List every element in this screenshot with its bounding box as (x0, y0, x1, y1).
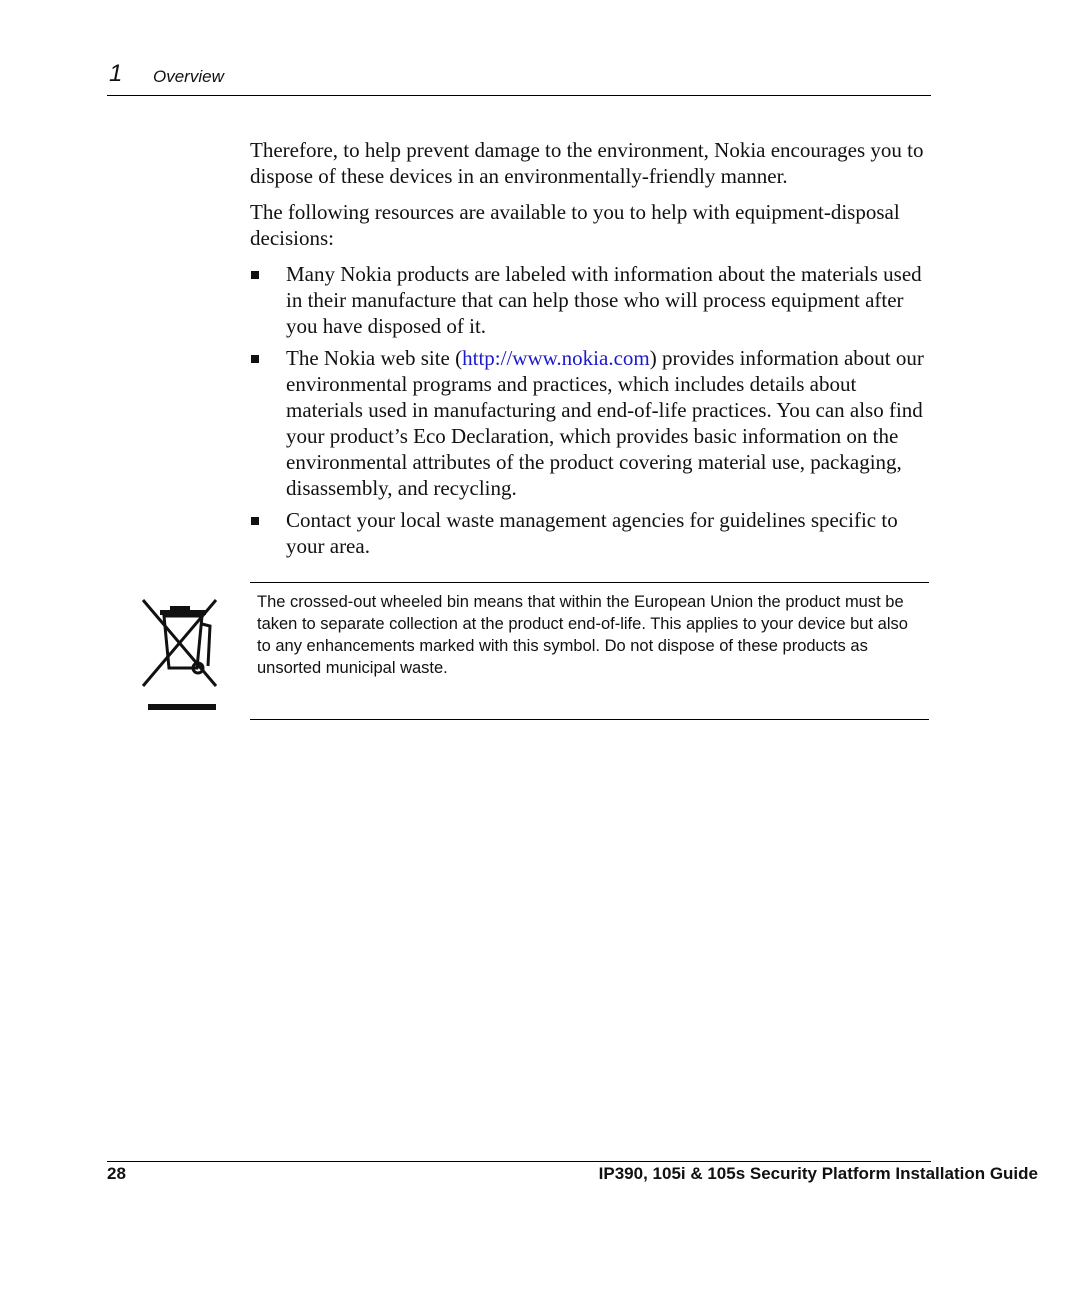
document-title: IP390, 105i & 105s Security Platform Installation Guide (598, 1164, 1038, 1183)
footer-rule (107, 1161, 931, 1162)
crossed-out-wheeled-bin-icon (140, 596, 220, 712)
list-item-text-after: ) provides information about our environmental programs and practices, which includes details about materials used in manufacturing and end-of-life practices. You can also find your product’s Eco Declaration, which provides basic information on the environmental attributes of the product covering material use, packaging, disassembly, and recycling. (286, 346, 924, 500)
list-item-text-before: The Nokia web site ( (286, 346, 463, 370)
list-item-text: Many Nokia products are labeled with information about the materials used in their manufacture that can help those who will process equipment after you have disposed of it. (286, 262, 922, 338)
notice-text: The crossed-out wheeled bin means that within the European Union the product must be taken to separate collection at the product end-of-life. This applies to your device but also to any enhancements marked with this symbol. Do not dispose of these products as unsorted municipal waste. (257, 593, 908, 677)
paragraph-intro: Therefore, to help prevent damage to the environment, Nokia encourages you to dispose of these devices in an environmentally-friendly manner. (250, 138, 924, 188)
page-number: 28 (107, 1164, 126, 1183)
list-item (250, 345, 930, 501)
list-item (250, 507, 930, 559)
page-header (107, 58, 931, 96)
resource-list (250, 261, 930, 559)
square-bullet-icon (251, 355, 259, 363)
body-text (250, 137, 930, 565)
paragraph-resources: The following resources are available to you to help with equipment-disposal decisions: (250, 200, 900, 250)
square-bullet-icon (251, 271, 259, 279)
chapter-number: 1 (109, 60, 123, 87)
nokia-website-link[interactable]: http://www.nokia.com (462, 346, 650, 370)
chapter-title: Overview (153, 67, 224, 86)
list-item-text: Contact your local waste management agencies for guidelines specific to your area. (286, 508, 898, 558)
list-item (250, 261, 930, 339)
square-bullet-icon (251, 517, 259, 525)
disposal-notice (250, 582, 929, 720)
